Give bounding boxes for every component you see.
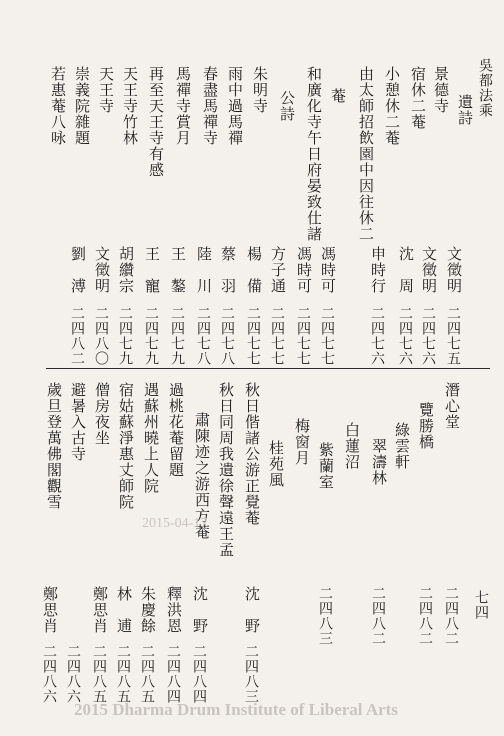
entry-title: 景德寺 (432, 66, 450, 114)
entry-page: 二四八三 (243, 644, 259, 704)
entry-author: 方子通 (269, 246, 287, 294)
entry-page: 二四七八 (195, 306, 211, 366)
entry-author: 文徵明 (445, 246, 463, 294)
entry-page: 二四八六 (41, 644, 57, 704)
entry-author: 申時行 (369, 246, 387, 294)
entry-title: 僧房夜坐 (93, 382, 111, 446)
entry-title: 翠濤林 (370, 438, 388, 486)
entry-title: 梅窗月 (293, 418, 311, 466)
entry-author: 楊 備 (245, 246, 263, 294)
entry-page: 二四七七 (269, 306, 285, 366)
entry-page: 二四八二 (69, 306, 85, 366)
entry-page: 二四七七 (319, 306, 335, 366)
entry-title: 小憩休二菴 (383, 66, 401, 146)
entry-title: 覽勝橋 (417, 402, 435, 450)
entry-page: 二四七五 (445, 306, 461, 366)
entry-title: 秋日同周我遺徐聲遠王孟 (217, 382, 235, 558)
entry-author: 沈 周 (397, 246, 415, 294)
entry-author: 馮時可 (295, 246, 313, 294)
entry-author: 文徵明 (420, 246, 438, 294)
entry-page: 二四八二 (370, 586, 386, 646)
entry-title: 崇義院雜題 (73, 66, 91, 146)
entry-title: 菴 (329, 88, 347, 104)
entry-author: 林 逋 (115, 586, 133, 634)
section-divider (46, 368, 490, 369)
entry-author: 王 鏊 (169, 246, 187, 294)
institute-watermark: 2015 Dharma Drum Institute of Liberal Arts (74, 700, 398, 719)
page-number: 七四 (473, 590, 489, 620)
entry-page: 二四七七 (295, 306, 311, 366)
entry-author: 陸 川 (195, 246, 213, 294)
entry-title: 桂苑風 (267, 440, 285, 488)
entry-page: 二四七六 (420, 306, 436, 366)
entry-title: 遺詩 (456, 94, 474, 126)
date-watermark: 2015-04-17 (142, 516, 208, 531)
entry-author: 劉 溥 (69, 246, 87, 294)
entry-author: 鄭思肖 (41, 586, 59, 634)
entry-author: 朱慶餘 (139, 586, 157, 634)
entry-title: 紫蘭室 (317, 442, 335, 490)
entry-title: 宿休二菴 (409, 66, 427, 130)
entry-page: 二四八五 (91, 644, 107, 704)
entry-author: 鄭思肖 (91, 586, 109, 634)
entry-title: 天王寺竹林 (121, 66, 139, 146)
entry-author: 王 寵 (143, 246, 161, 294)
entry-author: 沈 野 (243, 586, 261, 634)
entry-page: 二四八五 (115, 644, 131, 704)
entry-page: 二四七六 (369, 306, 385, 366)
entry-title: 過桃花菴留題 (167, 382, 185, 478)
entry-title: 和廣化寺午日府晏致仕諸 (305, 66, 323, 242)
entry-page: 二四七六 (397, 306, 413, 366)
entry-page: 二四七九 (143, 306, 159, 366)
entry-author: 釋洪恩 (165, 586, 183, 634)
entry-page: 二四八五 (139, 644, 155, 704)
entry-page: 二四七八 (219, 306, 235, 366)
entry-title: 遇蘇州曉上人院 (142, 382, 160, 494)
entry-title: 再至天王寺有感 (147, 66, 165, 178)
entry-page: 二四八四 (165, 644, 181, 704)
entry-title: 肅陳迹之游西方菴 (193, 412, 211, 540)
entry-title: 宿姑蘇淨惠丈師院 (117, 382, 135, 510)
entry-title: 若惠菴八咏 (49, 66, 67, 146)
entry-title: 秋日偕諸公游正覺菴 (243, 382, 261, 526)
entry-title: 朱明寺 (251, 66, 269, 114)
entry-page: 二四七七 (245, 306, 261, 366)
entry-title: 歲旦登萬佛閣觀雪 (45, 382, 63, 510)
entry-title: 天王寺 (97, 66, 115, 114)
entry-page: 二四七九 (169, 306, 185, 366)
entry-page: 二四八六 (65, 644, 81, 704)
entry-page: 二四八二 (443, 586, 459, 646)
entry-author: 馮時可 (319, 246, 337, 294)
entry-page: 二四八四 (191, 644, 207, 704)
entry-page: 二四七九 (117, 306, 133, 366)
entry-author: 文徵明 (93, 246, 111, 294)
entry-title: 潛心堂 (443, 382, 461, 430)
entry-title: 避暑入古寺 (69, 382, 87, 462)
entry-author: 沈 野 (191, 586, 209, 634)
entry-page: 二四八三 (317, 586, 333, 646)
entry-author: 蔡 羽 (219, 246, 237, 294)
entry-title: 公詩 (278, 90, 296, 122)
entry-title: 綠雲軒 (393, 422, 411, 470)
entry-author: 胡纘宗 (117, 246, 135, 294)
entry-title: 由太師招飲園中因往休二 (357, 66, 375, 242)
entry-page: 二四八〇 (93, 306, 109, 366)
entry-title: 馬禪寺賞月 (174, 66, 192, 146)
entry-title: 雨中過馬禪 (226, 66, 244, 146)
book-title: 吳都法乘 (477, 58, 493, 118)
entry-page: 二四八二 (417, 586, 433, 646)
entry-title: 春盡馬禪寺 (201, 66, 219, 146)
entry-title: 白蓮沼 (343, 422, 361, 470)
